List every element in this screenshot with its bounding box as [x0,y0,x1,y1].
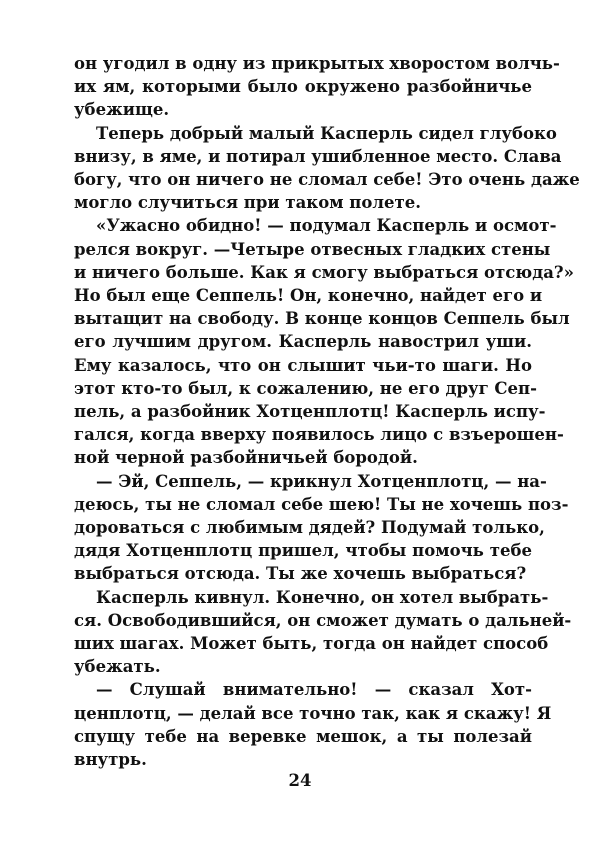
text-line: богу, что он ничего не сломал себе! Это очень даже [74,170,580,190]
text-line: он угодил в одну из прикрытых хворостом волчь- [74,54,560,73]
text-line: дороваться с любимым дядей? Подумай только, [74,518,545,538]
page-number: 24 [288,771,312,790]
text-line: этот кто-то был, к сожалению, не его друг Сеп- [74,378,537,398]
text-line: деюсь, ты не сломал себе шею! Ты не хочешь поз- [74,494,569,514]
text-line: ной черной разбойничьей бородой. [74,448,418,468]
text-line: пель, а разбойник Хотценплотц! Касперль испу- [74,402,546,422]
text-line: ценплотц, — делай все точно так, как я скажу! Я [74,703,552,723]
text-line: вытащит на свободу. В конце концов Сеппель был [74,309,570,329]
text-line: спущу тебе на веревке мешок, а ты полезай [74,726,532,746]
text-line: — Эй, Сеппель, — крикнул Хотценплотц, — на- [96,471,547,491]
text-line: Касперль кивнул. Конечно, он хотел выбрать- [96,587,549,607]
text-line: и ничего больше. Как я смогу выбраться отсюда?» [74,262,574,282]
text-line: могло случиться при таком полете. [74,193,421,213]
text-line: Теперь добрый малый Касперль сидел глубоко [96,123,557,143]
text-line: гался, когда вверху появилось лицо с взъерошен- [74,425,564,445]
text-line: Ему казалось, что он слышит чьи-то шаги. Но [74,355,532,375]
text-line: релся вокруг. —Четыре отвесных гладких стены [74,239,551,259]
text-line: убежище. [74,100,170,120]
text-line: его лучшим другом. Касперль навострил уши. [74,332,532,352]
text-line: выбраться отсюда. Ты же хочешь выбраться? [74,564,527,584]
text-line: ся. Освободившийся, он сможет думать о дальней- [74,610,572,630]
text-line: их ям, которыми было окружено разбойничье [74,77,532,97]
text-line: ших шагах. Может быть, тогда он найдет способ [74,634,549,654]
text-line: Но был еще Сеппель! Он, конечно, найдет его и [74,286,543,306]
text-line: — Слушай внимательно! — сказал Хот- [96,680,532,700]
text-line: внутрь. [74,750,147,770]
text-line: убежать. [74,657,161,677]
text-line: дядя Хотценплотц пришел, чтобы помочь тебе [74,541,532,561]
text-line: «Ужасно обидно! — подумал Касперль и осмот- [96,216,557,236]
body-text [74,52,580,771]
text-line: внизу, в яме, и потирал ушибленное место. Слава [74,146,562,166]
